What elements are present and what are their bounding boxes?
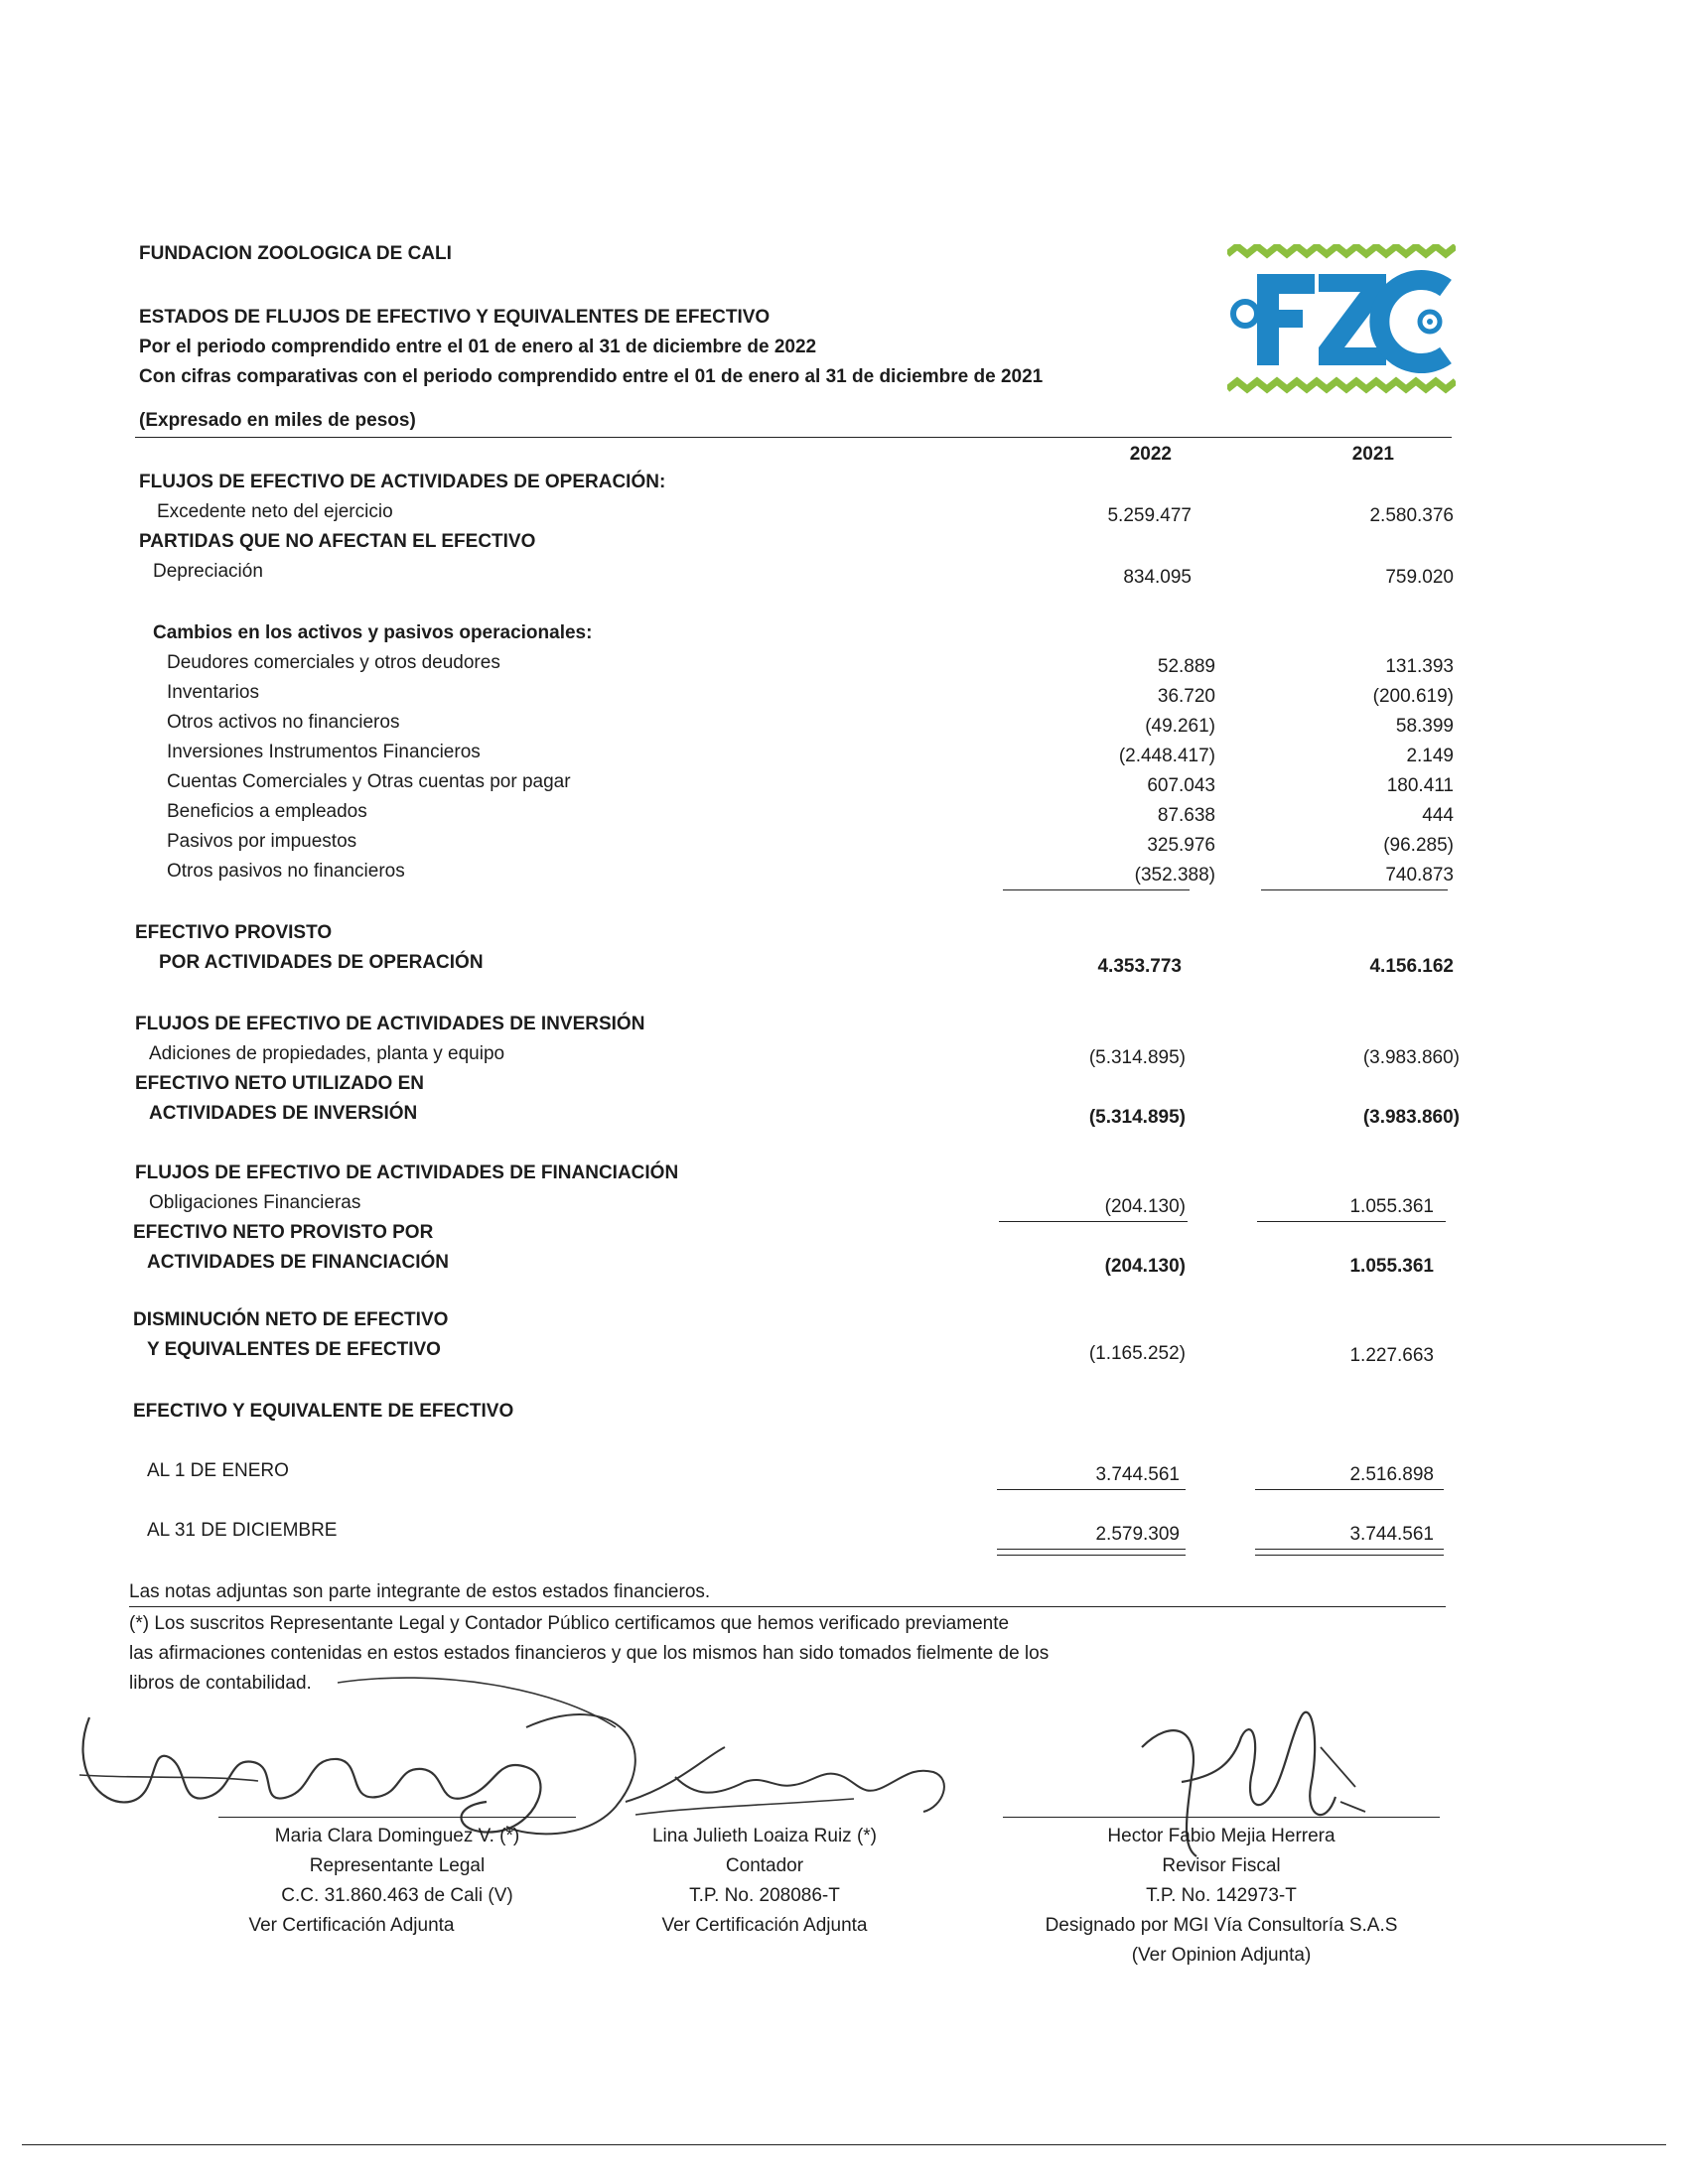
adiciones-2022: (5.314.895) [1088,1047,1186,1068]
neto-financiacion-label-1: EFECTIVO NETO PROVISTO POR [133,1222,434,1243]
al-diciembre-2021: 3.744.561 [1349,1524,1434,1545]
signatory-1-id: C.C. 31.860.463 de Cali (V) [281,1885,513,1906]
org-name: FUNDACION ZOOLOGICA DE CALI [139,243,452,264]
subtotal-rule-2022 [1003,889,1190,890]
al-enero-2021: 2.516.898 [1349,1464,1434,1485]
diciembre-rule-2021-a [1255,1549,1444,1550]
neto-financiacion-2022: (204.130) [1104,1256,1186,1277]
header-rule [135,437,1452,438]
provisto-op-2021: 4.156.162 [1369,956,1454,977]
signatory-3-role: Revisor Fiscal [1162,1855,1281,1876]
signatory-1-extra: Ver Certificación Adjunta [248,1915,455,1936]
cambio-label: Inventarios [167,682,259,703]
signatory-3-extra-2: (Ver Opinion Adjunta) [1131,1945,1312,1966]
equivalente-header: EFECTIVO Y EQUIVALENTE DE EFECTIVO [133,1401,514,1422]
inversion-header: FLUJOS DE EFECTIVO DE ACTIVIDADES DE INVERSIÓN [135,1014,645,1034]
unit-note: (Expresado en miles de pesos) [139,410,416,431]
note-line-2: (*) Los suscritos Representante Legal y Contador Público certificamos que hemos verificado previamente [129,1613,1010,1634]
al-enero-label: AL 1 DE ENERO [147,1460,289,1481]
note-line-4: libros de contabilidad. [129,1673,312,1694]
provisto-op-label-1: EFECTIVO PROVISTO [135,922,333,943]
cambio-2022: (49.261) [1145,716,1215,737]
cambio-2021: 2.149 [1406,746,1454,766]
title-line-2: Por el periodo comprendido entre el 01 de enero al 31 de diciembre de 2022 [139,337,817,357]
footer-rule [22,2144,1666,2145]
financiacion-rule-2022 [999,1221,1188,1222]
signatory-2-name: Lina Julieth Loaiza Ruiz (*) [651,1826,877,1846]
disminucion-2022: (1.165.252) [1088,1343,1186,1364]
cambio-label: Otros pasivos no financieros [167,861,405,882]
notes-rule [129,1606,1446,1607]
cambio-2021: 180.411 [1386,775,1454,796]
obligaciones-label: Obligaciones Financieras [149,1192,361,1213]
diciembre-rule-2021-b [1255,1555,1444,1556]
operacion-header: FLUJOS DE EFECTIVO DE ACTIVIDADES DE OPERACIÓN: [139,472,666,492]
cambio-label: Pasivos por impuestos [167,831,357,852]
signatory-3-extra: Designado por MGI Vía Consultoría S.A.S [1045,1915,1398,1936]
neto-financiacion-label-2: ACTIVIDADES DE FINANCIACIÓN [147,1252,450,1273]
signatory-1-role: Representante Legal [309,1855,486,1876]
cambio-2021: 131.393 [1385,656,1454,677]
obligaciones-2022: (204.130) [1104,1196,1186,1217]
cambio-2021: (200.619) [1372,686,1454,707]
cambio-2022: 52.889 [1157,656,1215,677]
signatory-2-extra: Ver Certificación Adjunta [661,1915,868,1936]
al-diciembre-2022: 2.579.309 [1095,1524,1180,1545]
cambio-label: Deudores comerciales y otros deudores [167,652,500,673]
adiciones-2021: (3.983.860) [1362,1047,1460,1068]
disminucion-label-2: Y EQUIVALENTES DE EFECTIVO [147,1339,441,1360]
disminucion-label-1: DISMINUCIÓN NETO DE EFECTIVO [133,1309,449,1330]
neto-inversion-2022: (5.314.895) [1088,1107,1186,1128]
cambio-2022: 87.638 [1157,805,1215,826]
disminucion-2021: 1.227.663 [1349,1345,1434,1366]
cambio-2021: (96.285) [1383,835,1454,856]
signatory-3-name: Hector Fabio Mejia Herrera [1107,1826,1336,1846]
financiacion-header: FLUJOS DE EFECTIVO DE ACTIVIDADES DE FINANCIACIÓN [135,1162,679,1183]
note-line-1: Las notas adjuntas son parte integrante de estos estados financieros. [129,1581,711,1602]
title-line-1: ESTADOS DE FLUJOS DE EFECTIVO Y EQUIVALENTES DE EFECTIVO [139,307,771,328]
financiacion-rule-2021 [1257,1221,1446,1222]
cambio-2022: 36.720 [1157,686,1215,707]
diciembre-rule-2022-b [997,1555,1186,1556]
cambio-2022: 325.976 [1147,835,1215,856]
provisto-op-2022: 4.353.773 [1097,956,1182,977]
excedente-2021: 2.580.376 [1369,505,1454,526]
column-2021: 2021 [1351,444,1394,465]
neto-inversion-label-1: EFECTIVO NETO UTILIZADO EN [135,1073,424,1094]
signatory-2-id: T.P. No. 208086-T [689,1885,840,1906]
cambios-header: Cambios en los activos y pasivos operacionales: [153,622,593,643]
column-2022: 2022 [1129,444,1172,465]
neto-inversion-2021: (3.983.860) [1362,1107,1460,1128]
cambio-2022: 607.043 [1147,775,1215,796]
title-line-3: Con cifras comparativas con el periodo comprendido entre el 01 de enero al 31 de diciembre de 2021 [139,366,1044,387]
al-enero-2022: 3.744.561 [1095,1464,1180,1485]
signatory-2-role: Contador [725,1855,804,1876]
depreciacion-2021: 759.020 [1385,567,1454,588]
signatory-1-name: Maria Clara Dominguez V. (*) [274,1826,520,1846]
signature-line-3 [1003,1817,1440,1818]
cambio-2022: (2.448.417) [1118,746,1215,766]
enero-rule-2021 [1255,1489,1444,1490]
fzc-logo [1227,244,1456,395]
cambio-2021: 58.399 [1395,716,1454,737]
signature-contador [616,1727,973,1837]
depreciacion-label: Depreciación [153,561,263,582]
partidas-header: PARTIDAS QUE NO AFECTAN EL EFECTIVO [139,531,536,552]
neto-financiacion-2021: 1.055.361 [1349,1256,1434,1277]
cambio-2021: 444 [1422,805,1454,826]
cambio-label: Inversiones Instrumentos Financieros [167,742,481,762]
al-diciembre-label: AL 31 DE DICIEMBRE [147,1520,338,1541]
enero-rule-2022 [997,1489,1186,1490]
cambio-2021: 740.873 [1385,865,1454,886]
subtotal-rule-2021 [1261,889,1448,890]
cambio-label: Cuentas Comerciales y Otras cuentas por pagar [167,771,571,792]
diciembre-rule-2022-a [997,1549,1186,1550]
signature-line-1 [218,1817,576,1818]
note-line-3: las afirmaciones contenidas en estos estados financieros y que los mismos han sido tomados fielmente de los [129,1643,1050,1664]
cambio-2022: (352.388) [1134,865,1215,886]
depreciacion-2022: 834.095 [1123,567,1192,588]
excedente-label: Excedente neto del ejercicio [157,501,393,522]
cambio-label: Otros activos no financieros [167,712,400,733]
obligaciones-2021: 1.055.361 [1349,1196,1434,1217]
neto-inversion-label-2: ACTIVIDADES DE INVERSIÓN [149,1103,418,1124]
provisto-op-label-2: POR ACTIVIDADES DE OPERACIÓN [159,952,484,973]
cambio-label: Beneficios a empleados [167,801,367,822]
adiciones-label: Adiciones de propiedades, planta y equipo [149,1043,505,1064]
signatory-3-id: T.P. No. 142973-T [1146,1885,1297,1906]
excedente-2022: 5.259.477 [1107,505,1192,526]
